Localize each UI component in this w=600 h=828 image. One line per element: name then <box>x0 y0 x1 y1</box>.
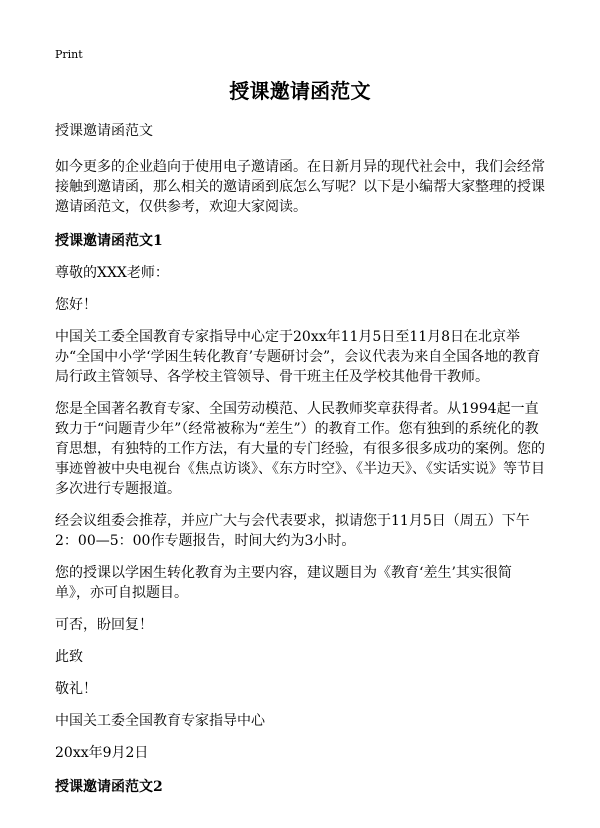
intro-paragraph: 如今更多的企业趋向于使用电子邀请函。在日新月异的现代社会中，我们会经常接触到邀请函，那么相关的邀请函到底怎么写呢？以下是小编帮大家整理的授课邀请函范文，仅供参考，欢迎大家阅读。 <box>55 159 545 215</box>
closing-2: 敬礼！ <box>55 681 97 697</box>
signature-date: 20xx年9月2日 <box>55 745 149 761</box>
topic-paragraph: 您的授课以学困生转化教育为主要内容，建议题目为《教育‘差生’其实很简单》，亦可自拟题目。 <box>55 565 512 601</box>
salutation: 尊敬的XXX老师： <box>55 265 169 281</box>
article-body <box>55 121 545 797</box>
schedule-paragraph: 经会议组委会推荐，并应广大与会代表要求，拟请您于11月5日（周五）下午2：00—5：00作专题报告，时间大约为3小时。 <box>55 513 530 549</box>
signature-organization: 中国关工委全国教育专家指导中心 <box>55 713 265 729</box>
greeting: 您好！ <box>55 297 97 313</box>
section-heading-2: 授课邀请函范文2 <box>55 779 163 795</box>
expert-intro-paragraph: 您是全国著名教育专家、全国劳动模范、人民教师奖章获得者。从1994起一直致力于“问题青少年”（经常被称为“差生”）的教育工作。您有独到的系统化的教育思想，有独特的工作方法，有大量的专门经验，有很多很多成功的案例。您的事迹曾被中央电视台《焦点访谈》、《东方时空》、《半边天》、《实话实说》等节目多次进行专题报道。 <box>55 401 545 497</box>
print-link[interactable]: Print <box>55 48 83 61</box>
invitation-paragraph: 中国关工委全国教育专家指导中心定于20xx年11月5日至11月8日在北京举办“全国中小学‘学困生转化教育’专题研讨会”，会议代表为来自全国各地的教育局行政主管领导、各学校主管领导、骨干班主任及学校其他骨干教师。 <box>55 329 541 385</box>
article-subtitle: 授课邀请函范文 <box>55 123 153 139</box>
closing-1: 此致 <box>55 649 83 665</box>
reply-request: 可否，盼回复！ <box>55 617 153 633</box>
section-heading-1: 授课邀请函范文1 <box>55 233 163 249</box>
page-title: 授课邀请函范文 <box>229 79 371 103</box>
